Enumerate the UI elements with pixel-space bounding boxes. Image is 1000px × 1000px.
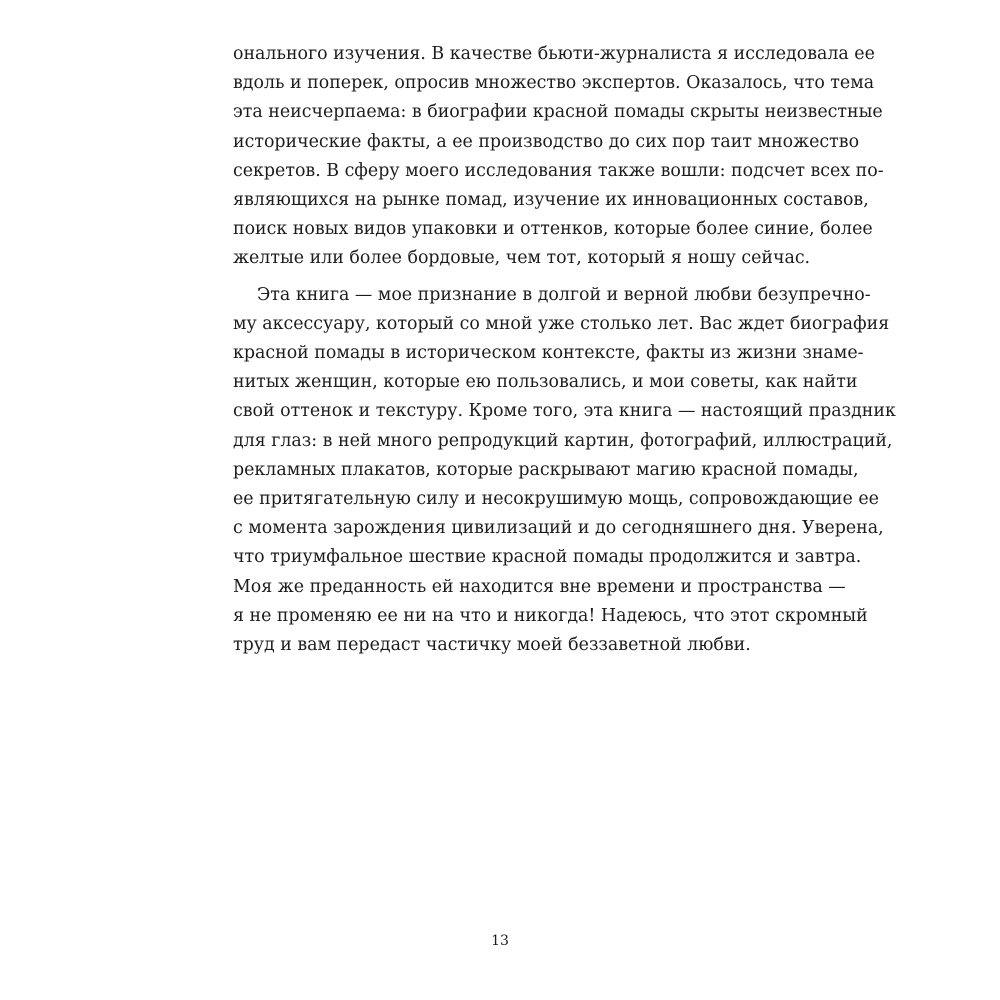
text-line: секретов. В сферу моего исследования также вошли: подсчет всех по- <box>233 160 884 181</box>
paragraph <box>233 281 896 661</box>
text-line: желтые или более бордовые, чем тот, который я ношу сейчас. <box>233 248 811 269</box>
text-line: что триумфальное шествие красной помады продолжится и завтра. <box>233 547 862 568</box>
text-line: вдоль и поперек, опросив множество экспертов. Оказалось, что тема <box>233 73 875 94</box>
text-line: для глаз: в ней много репродукций картин, фотографий, иллюстраций, <box>233 430 893 451</box>
paragraph <box>233 40 884 274</box>
text-line: му аксессуару, который со мной уже столько лет. Вас ждет биография <box>233 313 890 334</box>
text-line: Моя же преданность ей находится вне времени и пространства — <box>233 576 846 597</box>
text-line: труд и вам передаст частичку моей беззаветной любви. <box>233 635 751 656</box>
text-line: рекламных плакатов, которые раскрывают магию красной помады, <box>233 459 859 480</box>
text-line: красной помады в историческом контексте, факты из жизни знаме- <box>233 343 864 364</box>
text-line: онального изучения. В качестве бьюти-журналиста я исследовала ее <box>233 44 875 64</box>
body-text <box>233 40 896 660</box>
text-line: ее притягательную силу и несокрушимую мощь, сопровождающие ее <box>233 489 879 510</box>
text-line: исторические факты, а ее производство до сих пор таит множество <box>233 131 860 152</box>
page-number: 13 <box>491 933 509 949</box>
paragraph-gap <box>233 274 773 281</box>
text-line: свой оттенок и текстуру. Кроме того, эта книга — настоящий праздник <box>233 401 896 422</box>
text-line: с момента зарождения цивилизаций и до сегодняшнего дня. Уверена, <box>233 518 884 539</box>
text-line: эта неисчерпаема: в биографии красной помады скрыты неизвестные <box>233 102 883 123</box>
text-line: Эта книга — мое признание в долгой и верной любви безупречно- <box>257 284 871 305</box>
text-line: я не променяю ее ни на что и никогда! Надеюсь, что этот скромный <box>233 605 868 626</box>
text-line: являющихся на рынке помад, изучение их инновационных составов, <box>233 190 869 211</box>
text-line: нитых женщин, которые ею пользовались, и мои советы, как найти <box>233 372 858 393</box>
text-line: поиск новых видов упаковки и оттенков, которые более синие, более <box>233 219 873 240</box>
